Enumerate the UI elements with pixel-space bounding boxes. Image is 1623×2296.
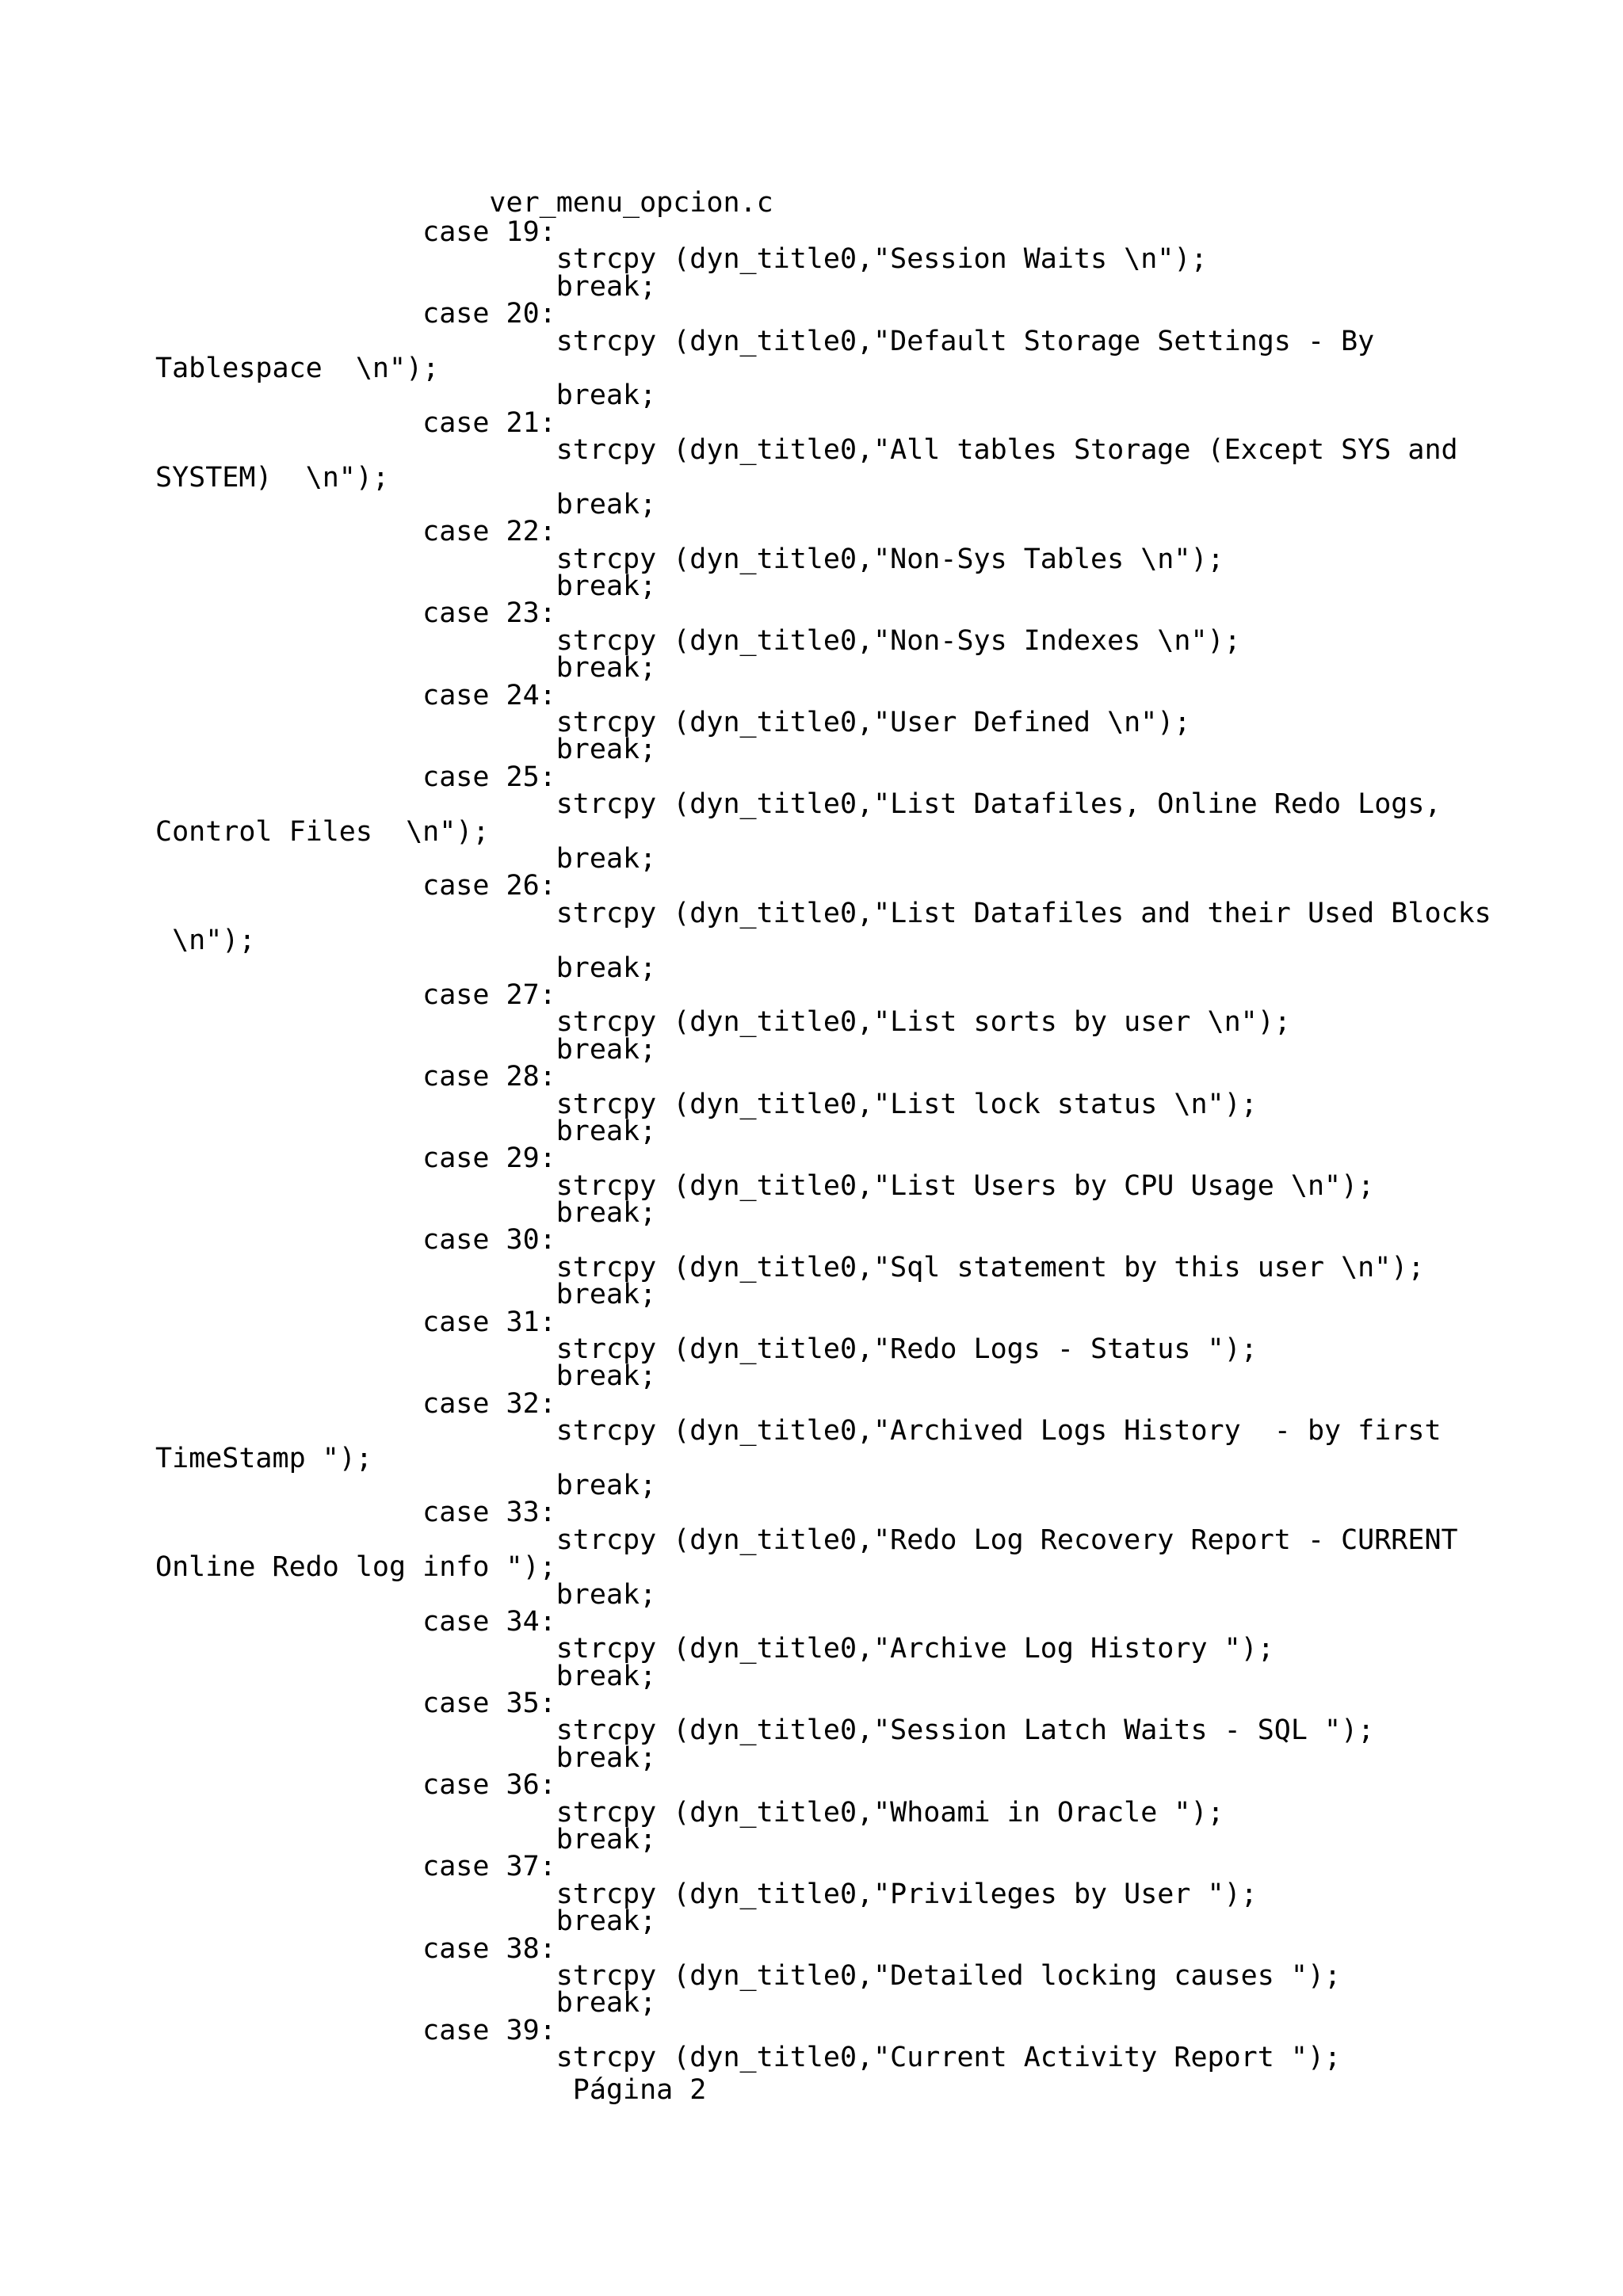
code-line: break;	[155, 1741, 657, 1774]
code-line: case 38:	[155, 1932, 556, 1965]
code-line: break;	[155, 1987, 657, 2019]
code-line: strcpy (dyn_title0,"Archive Log History ");	[155, 1633, 1274, 1665]
code-line: strcpy (dyn_title0,"Non-Sys Tables \n");	[155, 543, 1224, 575]
code-line: case 25:	[155, 761, 556, 793]
code-line: break;	[155, 1578, 657, 1611]
page-header-filename: ver_menu_opcion.c	[155, 187, 773, 219]
code-line: strcpy (dyn_title0,"Detailed locking causes ");	[155, 1960, 1342, 1992]
code-line: case 34:	[155, 1605, 556, 1638]
code-line: strcpy (dyn_title0,"List Datafiles and their Used Blocks	[155, 897, 1491, 929]
code-line: break;	[155, 652, 657, 685]
code-line: case 35:	[155, 1688, 556, 1720]
code-line: strcpy (dyn_title0,"Redo Logs - Status ");	[155, 1333, 1258, 1366]
code-line: case 33:	[155, 1497, 556, 1529]
code-line: case 23:	[155, 597, 556, 630]
code-line: case 24:	[155, 679, 556, 711]
code-line: strcpy (dyn_title0,"Archived Logs History - by first	[155, 1415, 1442, 1447]
code-line: TimeStamp ");	[155, 1442, 372, 1474]
code-line: break;	[155, 1279, 657, 1311]
code-line: Tablespace \n");	[155, 352, 440, 384]
code-line: strcpy (dyn_title0,"Current Activity Report ");	[155, 2042, 1342, 2074]
code-line: break;	[155, 842, 657, 875]
code-line: case 28:	[155, 1061, 556, 1093]
page-footer-number: Página 2	[155, 2074, 707, 2106]
code-line: case 22:	[155, 516, 556, 548]
code-line: case 36:	[155, 1769, 556, 1802]
code-line: case 37:	[155, 1851, 556, 1883]
code-line: case 32:	[155, 1387, 556, 1420]
code-line: strcpy (dyn_title0,"Non-Sys Indexes \n");	[155, 624, 1241, 657]
code-line: break;	[155, 1824, 657, 1856]
code-line: strcpy (dyn_title0,"Sql statement by this user \n");	[155, 1251, 1425, 1283]
code-line: strcpy (dyn_title0,"Session Waits \n");	[155, 243, 1208, 276]
code-line: strcpy (dyn_title0,"User Defined \n");	[155, 707, 1191, 739]
code-line: strcpy (dyn_title0,"Privileges by User ");	[155, 1878, 1258, 1910]
code-line: break;	[155, 1469, 657, 1501]
code-line: strcpy (dyn_title0,"List sorts by user \n");	[155, 1006, 1291, 1039]
code-line: break;	[155, 1660, 657, 1692]
code-line: strcpy (dyn_title0,"List lock status \n");	[155, 1088, 1258, 1120]
code-line: break;	[155, 1197, 657, 1230]
code-line: case 39:	[155, 2014, 556, 2046]
code-line: break;	[155, 1360, 657, 1393]
code-line: case 20:	[155, 298, 556, 330]
code-line: case 19:	[155, 216, 556, 248]
code-line: strcpy (dyn_title0,"Default Storage Settings - By	[155, 325, 1375, 357]
code-line: Online Redo log info ");	[155, 1551, 556, 1584]
code-line: break;	[155, 952, 657, 984]
code-line: break;	[155, 1033, 657, 1066]
code-line: case 30:	[155, 1224, 556, 1257]
code-listing	[155, 216, 1582, 2074]
code-line: strcpy (dyn_title0,"Whoami in Oracle ");	[155, 1796, 1224, 1829]
code-line: Control Files \n");	[155, 815, 490, 848]
code-line: strcpy (dyn_title0,"List Users by CPU Usage \n");	[155, 1169, 1375, 1202]
code-line: break;	[155, 488, 657, 521]
code-line: break;	[155, 1905, 657, 1938]
code-line: strcpy (dyn_title0,"Session Latch Waits - SQL ");	[155, 1714, 1375, 1747]
code-line: strcpy (dyn_title0,"List Datafiles, Online Redo Logs,	[155, 788, 1442, 821]
code-line: \n");	[155, 925, 256, 957]
code-line: break;	[155, 270, 657, 303]
code-line: strcpy (dyn_title0,"All tables Storage (Except SYS and	[155, 434, 1458, 467]
code-line: case 27:	[155, 978, 556, 1011]
code-line: case 31:	[155, 1306, 556, 1338]
code-line: strcpy (dyn_title0,"Redo Log Recovery Report - CURRENT	[155, 1524, 1458, 1556]
code-line: case 21:	[155, 406, 556, 439]
code-line: break;	[155, 570, 657, 603]
code-line: SYSTEM) \n");	[155, 461, 390, 494]
code-line: break;	[155, 1115, 657, 1147]
code-line: case 29:	[155, 1142, 556, 1175]
code-line: break;	[155, 379, 657, 412]
code-line: break;	[155, 734, 657, 766]
code-line: case 26:	[155, 870, 556, 902]
